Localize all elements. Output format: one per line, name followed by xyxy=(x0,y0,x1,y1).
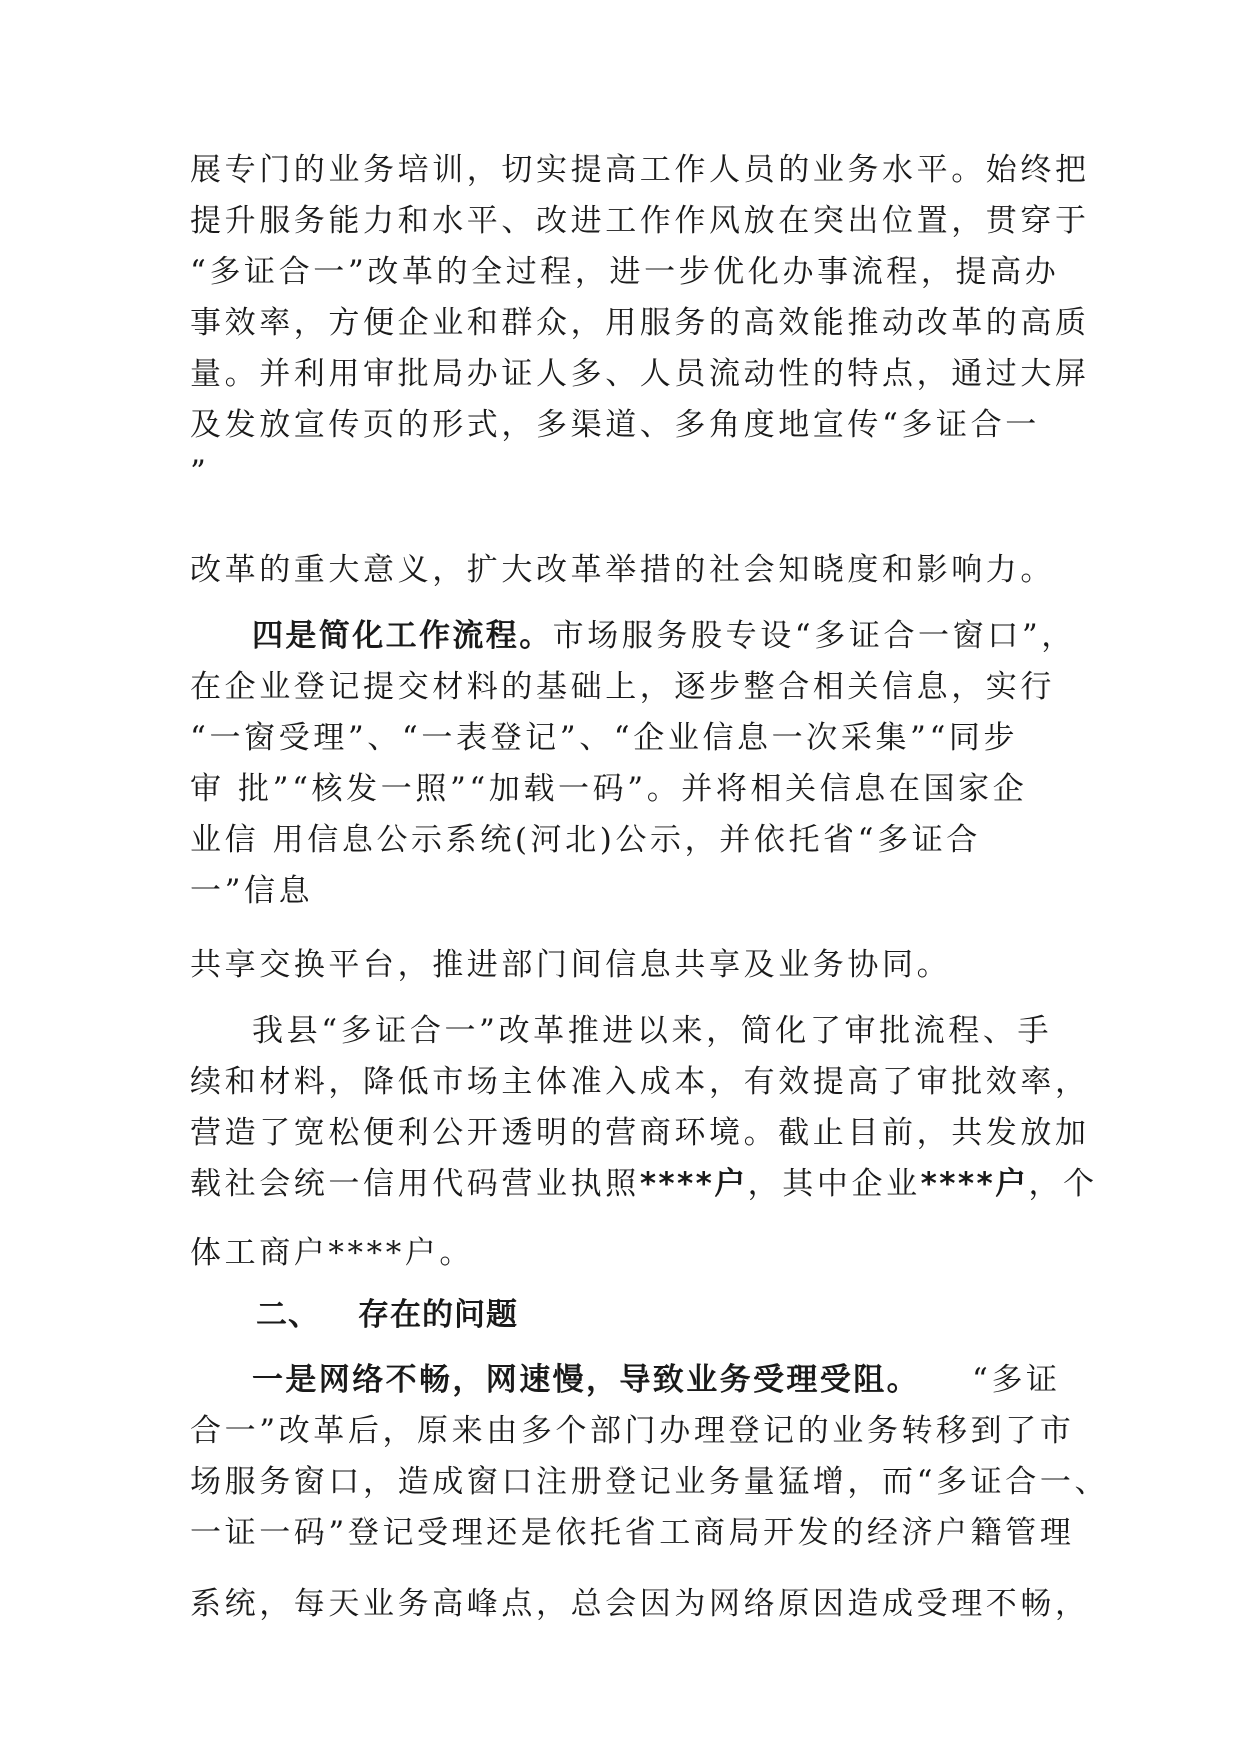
paragraph-lead: 一是网络不畅，网速慢，导致业务受理受阻。 xyxy=(252,1362,920,1398)
text-segment: ，其中企业 xyxy=(747,1166,921,1202)
text-line: “一窗受理”、“一表登记”、“企业信息一次采集”“同步 xyxy=(190,720,1019,756)
text-line: 提升服务能力和水平、改进工作作风放在突出位置，贯穿于 xyxy=(190,203,1090,239)
text-line: 及发放宣传页的形式，多渠道、多角度地宣传“多证合一 xyxy=(190,407,1040,443)
text-line: 一”信息 xyxy=(190,873,314,909)
text-line: 一证一码”登记受理还是依托省工商局开发的经济户籍管理 xyxy=(190,1515,1075,1551)
text-line: ” xyxy=(190,454,210,490)
text-line: 共享交换平台，推进部门间信息共享及业务协同。 xyxy=(190,947,952,983)
text-line: 改革的重大意义，扩大改革举措的社会知晓度和影响力。 xyxy=(190,552,1055,588)
count-placeholder: ****户 xyxy=(639,1166,748,1202)
text-line: 营造了宽松便利公开透明的营商环境。截止目前，共发放加 xyxy=(190,1115,1090,1151)
paragraph-text: 市场服务股专设“多证合一窗口”， xyxy=(552,618,1076,654)
text-line: 审 批”“核发一照”“加载一码”。并将相关信息在国家企 xyxy=(190,771,1028,807)
paragraph-lead: 四是简化工作流程。 xyxy=(252,618,553,654)
paragraph-first-line xyxy=(252,1360,1061,1400)
text-line: 量。并利用审批局办证人多、人员流动性的特点，通过大屏 xyxy=(190,356,1090,392)
text-segment: 载社会统一信用代码营业执照 xyxy=(190,1166,640,1202)
text-line: 续和材料，降低市场主体准入成本，有效提高了审批效率， xyxy=(190,1064,1090,1100)
text-line: 业信 用信息公示系统(河北)公示，并依托省“多证合 xyxy=(190,822,981,858)
text-line: 系统，每天业务高峰点，总会因为网络原因造成受理不畅， xyxy=(190,1586,1090,1622)
text-line: 合一”改革后，原来由多个部门办理登记的业务转移到了市 xyxy=(190,1413,1075,1449)
text-line: 体工商户****户。 xyxy=(190,1235,474,1271)
count-placeholder: ****户 xyxy=(920,1166,1029,1202)
paragraph-first-line xyxy=(252,616,1076,656)
text-line: 我县“多证合一”改革推进以来，简化了审批流程、手 xyxy=(252,1013,1053,1049)
section-heading xyxy=(256,1295,518,1335)
text-line: 场服务窗口，造成窗口注册登记业务量猛增，而“多证合一、 xyxy=(190,1464,1110,1500)
text-segment: ，个 xyxy=(1028,1166,1098,1202)
section-title: 存在的问题 xyxy=(358,1297,518,1333)
text-line: 事效率，方便企业和群众，用服务的高效能推动改革的高质 xyxy=(190,305,1090,341)
text-line: 展专门的业务培训，切实提高工作人员的业务水平。始终把 xyxy=(190,152,1090,188)
paragraph-text: “多证 xyxy=(972,1362,1061,1398)
text-line: 在企业登记提交材料的基础上，逐步整合相关信息，实行 xyxy=(190,669,1055,705)
text-line xyxy=(190,1164,1098,1204)
text-line: “多证合一”改革的全过程，进一步优化办事流程，提高办 xyxy=(190,254,1060,290)
section-number: 二、 xyxy=(256,1297,320,1333)
